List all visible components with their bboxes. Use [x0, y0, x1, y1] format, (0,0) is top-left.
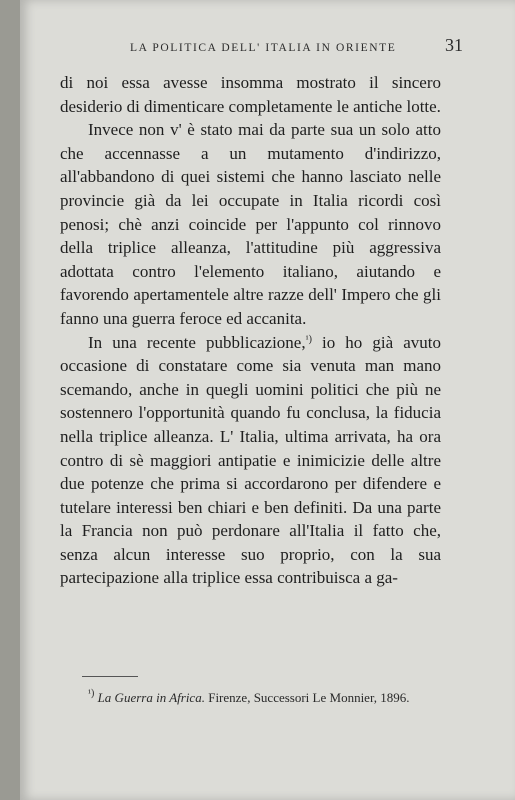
- footnote: [60, 689, 441, 706]
- footnote-mark: ¹): [88, 688, 95, 699]
- running-title: LA POLITICA DELL' ITALIA IN ORIENTE: [130, 42, 397, 54]
- paragraph: Invece non v' è stato mai da parte sua un solo atto che accennasse a un mutamento d'indirizzo, all'abbandono di quei sistemi che hanno lasciato nelle provincie già da lei occupate in Italia ricordi così penosi; chè anzi coincide per l'appunto col rinnovo della triplice alleanza, l'attitudine più aggressiva adottata contro l'elemento italiano, aiutando e favorendo apertamentele altre razze dell' Impero che gli fanno una guerra feroce ed accanita.: [60, 120, 441, 328]
- paragraph-text: io ho già avuto occasione di constatare come sia venuta man mano scemando, anche in quegli uomini politici che più ne sostennero l'opportunità quando fu conclusa, la fiducia nella triplice alleanza. L' Italia, ultima arrivata, ha ora contro di sè maggiori antipatie e inimicizie delle altre due potenze che prima si accordarono per difendere e tutelare interessi ben chiari e ben definiti. Da una parte la Francia non può perdonare all'Italia il fatto che, senza alcun interesse suo proprio, con la sua partecipazione alla triplice essa contribuisca a ga-: [60, 332, 442, 588]
- paragraph-text: In una recente pubblicazione,: [88, 332, 306, 352]
- footnote-reference: ¹): [305, 333, 312, 345]
- footnote-rule: [82, 676, 138, 677]
- running-header: [82, 24, 463, 58]
- paragraph: [60, 331, 441, 591]
- footnote-publisher: Firenze, Successori Le Monnier, 1896.: [204, 690, 410, 705]
- body-text: [60, 71, 441, 590]
- paragraph: di noi essa avesse insomma mostrato il sincero desiderio di dimenticare completamente le antiche lotte.: [60, 73, 441, 116]
- footnote-book-title: La Guerra in Africa.: [97, 690, 205, 705]
- page-number: 31: [445, 35, 463, 55]
